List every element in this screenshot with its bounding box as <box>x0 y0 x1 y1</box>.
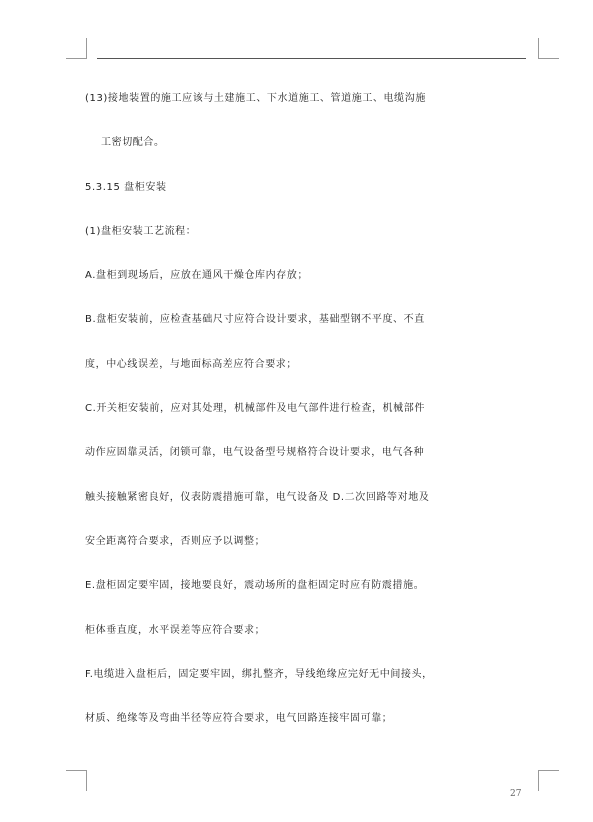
text-line: 工密切配合。 <box>101 137 165 148</box>
text-line: B.盘柜安装前，应检查基础尺寸应符合设计要求，基础型钢不平度、不直 <box>85 314 425 325</box>
text-line: 度，中心线误差，与地面标高差应符合要求； <box>85 359 297 370</box>
section-heading: 5.3.15 盘柜安装 <box>85 182 167 193</box>
text-line: (13)接地装置的施工应该与土建施工、下水道施工、管道施工、电缆沟施 <box>85 93 426 104</box>
crop-mark-top-left <box>66 38 87 59</box>
text-line: F.电缆进入盘柜后，固定要牢固，绑扎整齐，导线绝缘应完好无中间接头， <box>85 669 433 680</box>
text-line: (1)盘柜安装工艺流程： <box>85 226 197 237</box>
text-line: E.盘柜固定要牢固，接地要良好，震动场所的盘柜固定时应有防震措施。 <box>85 580 425 591</box>
text-line: C.开关柜安装前，应对其处理，机械部件及电气部件进行检查，机械部件 <box>85 403 425 414</box>
header-rule <box>97 58 526 59</box>
crop-mark-top-right <box>538 38 559 59</box>
text-line: A.盘柜到现场后，应放在通风干燥仓库内存放； <box>85 270 309 281</box>
crop-mark-bottom-right <box>538 770 559 791</box>
crop-mark-bottom-left <box>66 770 87 791</box>
text-line: 触头接触紧密良好，仪表防震措施可靠，电气设备及 D.二次回路等对地及 <box>85 492 430 503</box>
text-line: 材质、绝缘等及弯曲半径等应符合要求，电气回路连接牢固可靠； <box>85 713 393 724</box>
page-number: 27 <box>510 789 522 799</box>
text-line: 动作应固靠灵活，闭锁可靠，电气设备型号规格符合设计要求，电气各种 <box>85 447 425 458</box>
text-line: 安全距离符合要求，否则应予以调整； <box>85 536 266 547</box>
text-line: 柜体垂直度，水平误差等应符合要求； <box>85 625 266 636</box>
